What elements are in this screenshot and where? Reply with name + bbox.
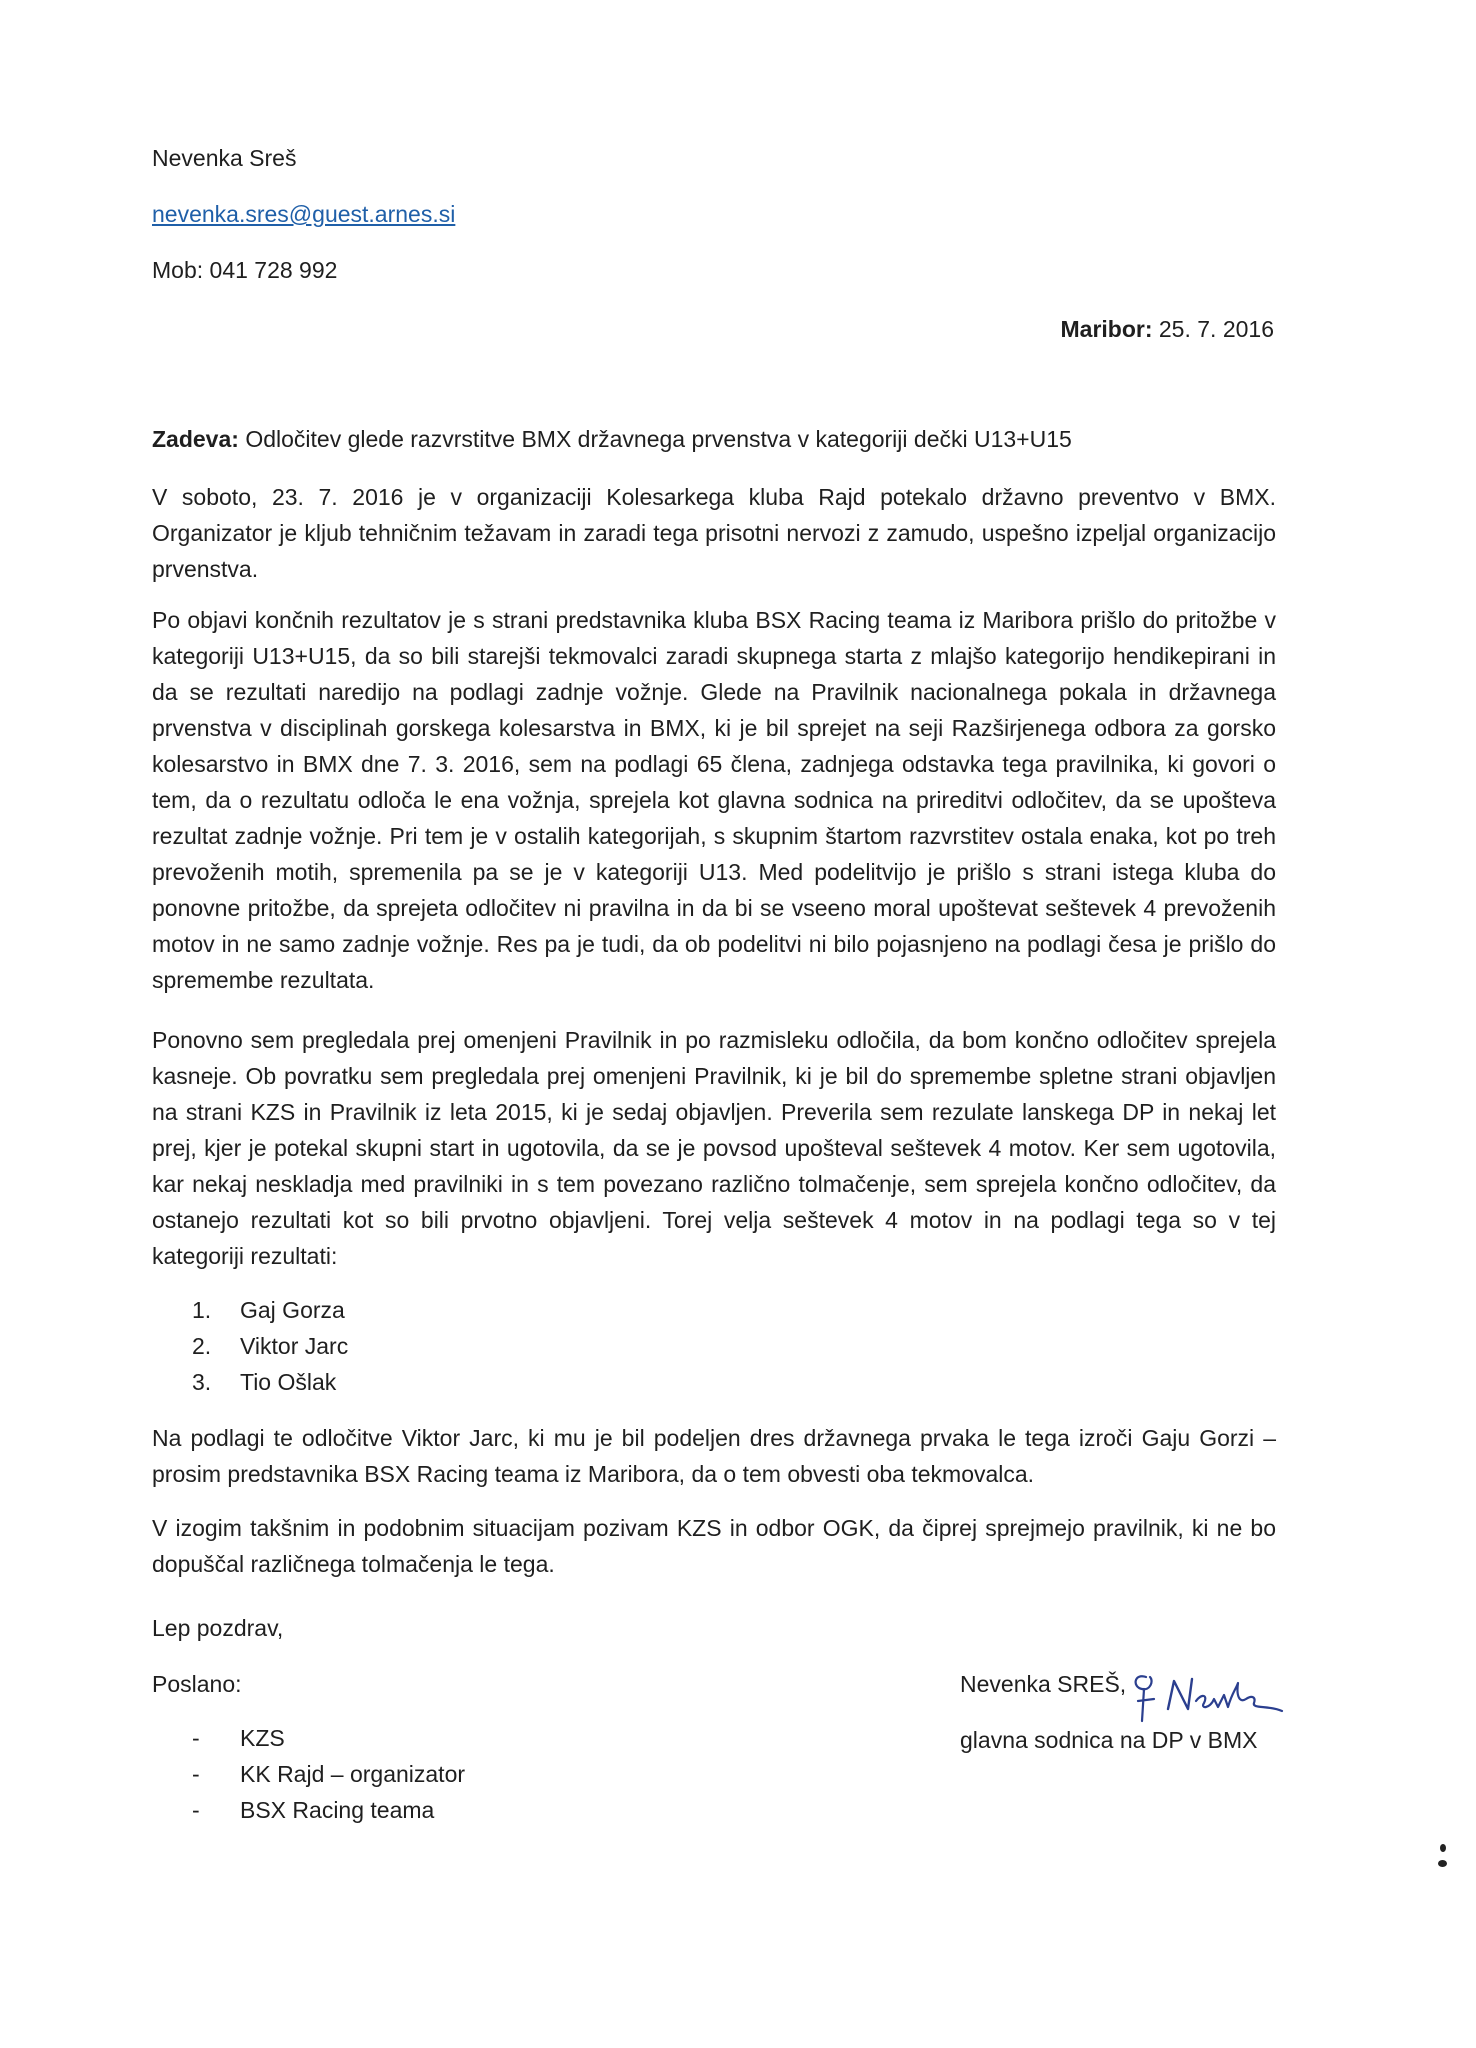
list-number: 2. (192, 1333, 212, 1359)
scan-mark (1438, 1860, 1447, 1867)
subject-text: Odločitev glede razvrstitve BMX državnega prvenstva v kategoriji dečki U13+U15 (238, 426, 1072, 452)
list-number: 3. (192, 1369, 212, 1395)
paragraph-jersey: Na podlagi te odločitve Viktor Jarc, ki mu je bil podeljen dres državnega prvaka le tega izroči Gaju Gorzi – prosim predstavnika BSX Racing teama iz Maribora, da o tem obvesti oba tekmovalca. (152, 1425, 1276, 1487)
subject-line (152, 425, 1072, 453)
list-number: 1. (192, 1297, 212, 1323)
recipient-name: KK Rajd – organizator (240, 1761, 466, 1787)
sender-email-link[interactable]: nevenka.sres@guest.arnes.si (152, 201, 456, 227)
results-list (192, 1292, 348, 1400)
paragraph-decision: Ponovno sem pregledala prej omenjeni Pravilnik in po razmisleku odločila, da bom končno odločitev sprejela kasneje. Ob povratku sem pregledala prej omenjeni Pravilnik, ki je bil do spremembe spletne strani objavljen na strani KZS in Pravilnik iz leta 2015, ki je sedaj objavljen. Preverila sem rezulate lanskega DP in nekaj let prej, kjer je potekal skupni start in ugotovila, da se je povsod upošteval seštevek 4 motov. Ker sem ugotovila, kar nekaj neskladja med pravilniki in s tem povezano različno tolmačenje, sem sprejela končno odločitev, da ostanejo rezultati kot so bili prvotno objavljeni. Torej velja seštevek 4 motov in na podlagi tega so v tej kategoriji rezultati: (152, 1027, 1276, 1269)
dash-bullet: - (192, 1797, 200, 1823)
closing-greeting: Lep pozdrav, (152, 1615, 284, 1641)
recipient-name: KZS (240, 1725, 285, 1751)
handwritten-signature (1128, 1663, 1286, 1729)
list-item (192, 1292, 348, 1328)
list-item (192, 1720, 465, 1756)
scan-mark (1440, 1844, 1446, 1852)
letter-date: 25. 7. 2016 (1152, 316, 1274, 342)
result-name: Viktor Jarc (240, 1333, 349, 1359)
dash-bullet: - (192, 1761, 200, 1787)
list-item (192, 1328, 348, 1364)
place-date (1061, 315, 1275, 343)
list-item (192, 1364, 348, 1400)
result-name: Gaj Gorza (240, 1297, 345, 1323)
recipient-name: BSX Racing teama (240, 1797, 435, 1823)
list-item (192, 1792, 465, 1828)
sent-label: Poslano: (152, 1671, 242, 1697)
sender-mobile: Mob: 041 728 992 (152, 257, 338, 283)
subject-label: Zadeva: (152, 426, 239, 452)
list-item (192, 1756, 465, 1792)
paragraph-intro: V soboto, 23. 7. 2016 je v organizaciji Kolesarkega kluba Rajd potekalo državno preventvo v BMX. Organizator je kljub tehničnim težavam in zaradi tega prisotni nervozi z zamudo, uspešno izpeljal organizacijo prvenstva. (152, 484, 1276, 582)
recipients-list (192, 1720, 465, 1828)
dash-bullet: - (192, 1725, 200, 1751)
signatory-role: glavna sodnica na DP v BMX (960, 1727, 1258, 1753)
paragraph-appeal: V izogim takšnim in podobnim situacijam pozivam KZS in odbor OGK, da čiprej sprejmejo pravilnik, ki ne bo dopuščal različnega tolmačenja le tega. (152, 1515, 1276, 1577)
place-label: Maribor: (1060, 316, 1153, 342)
signatory-name: Nevenka SREŠ, (960, 1671, 1127, 1697)
paragraph-complaint: Po objavi končnih rezultatov je s strani predstavnika kluba BSX Racing teama iz Maribora prišlo do pritožbe v kategoriji U13+U15, da so bili starejši tekmovalci zaradi skupnega starta z mlajšo kategorijo hendikepirani in da se rezultati naredijo na podlagi zadnje vožnje. Glede na Pravilnik nacionalnega pokala in državnega prvenstva v disciplinah gorskega kolesarstva in BMX, ki je bil sprejet na seji Razširjenega odbora za gorsko kolesarstvo in BMX dne 7. 3. 2016, sem na podlagi 65 člena, zadnjega odstavka tega pravilnika, ki govori o tem, da o rezultatu odloča le ena vožnja, sprejela kot glavna sodnica na prireditvi odločitev, da se upošteva rezultat zadnje vožnje. Pri tem je v ostalih kategorijah, s skupnim štartom razvrstitev ostala enaka, kot po treh prevoženih motih, spremenila pa se je v kategoriji U13. Med podelitvijo je prišlo s strani istega kluba do ponovne pritožbe, da sprejeta odločitev ni pravilna in da bi se vseeno moral upoštevat seštevek 4 prevoženih motov in ne samo zadnje vožnje. Res pa je tudi, da ob podelitvi ni bilo pojasnjeno na podlagi česa je prišlo do spremembe rezultata. (152, 607, 1276, 993)
result-name: Tio Ošlak (240, 1369, 337, 1395)
sender-name: Nevenka Sreš (152, 145, 297, 171)
